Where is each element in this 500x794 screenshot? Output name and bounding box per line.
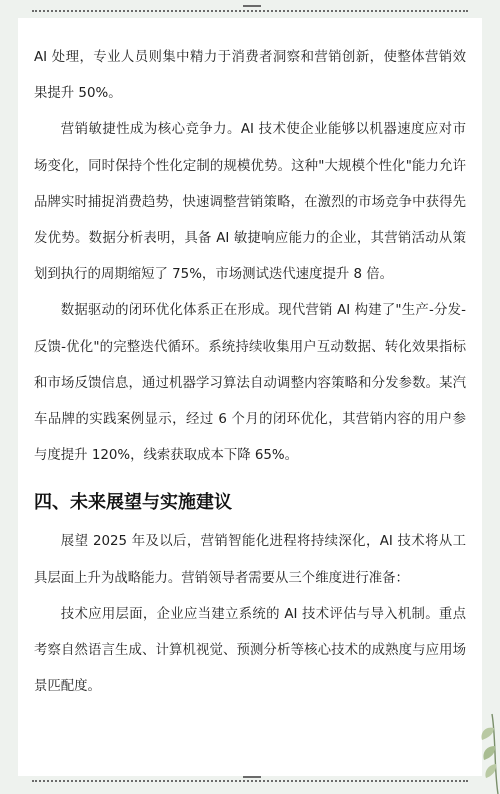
document-body bbox=[34, 40, 466, 705]
bottom-dotted-border bbox=[32, 780, 468, 782]
bottom-center-dash bbox=[243, 776, 261, 778]
paragraph-1: 营销敏捷性成为核心竞争力。AI 技术使企业能够以机器速度应对市场变化，同时保持个性化定制的规模优势。这种"大规模个性化"能力允许品牌实时捕捉消费趋势，快速调整营销策略，在激烈的市场竞争中获得先发优势。数据分析表明，具备 AI 敏捷响应能力的企业，其营销活动从策划到执行的周期缩短了 75%，市场测试迭代速度提升 8 倍。 bbox=[34, 122, 466, 283]
paragraph-3: 展望 2025 年及以后，营销智能化进程将持续深化，AI 技术将从工具层面上升为战略能力。营销领导者需要从三个维度进行准备： bbox=[34, 534, 466, 586]
top-center-dash bbox=[243, 5, 261, 7]
leaf-decoration-icon bbox=[470, 708, 500, 794]
paragraph-2: 数据驱动的闭环优化体系正在形成。现代营销 AI 构建了"生产-分发-反馈-优化"的完整迭代循环。系统持续收集用户互动数据、转化效果指标和市场反馈信息，通过机器学习算法自动调整内容策略和分发参数。某汽车品牌的实践案例显示，经过 6 个月的闭环优化，其营销内容的用户参与度提升 120%，线索获取成本下降 65%。 bbox=[34, 303, 466, 464]
section-heading: 四、未来展望与实施建议 bbox=[34, 492, 232, 514]
paragraph-0: AI 处理，专业人员则集中精力于消费者洞察和营销创新，使整体营销效果提升 50%。 bbox=[34, 50, 466, 102]
paragraph-4: 技术应用层面，企业应当建立系统的 AI 技术评估与导入机制。重点考察自然语言生成、计算机视觉、预测分析等核心技术的成熟度与应用场景匹配度。 bbox=[34, 606, 466, 695]
top-dotted-border bbox=[32, 10, 468, 12]
